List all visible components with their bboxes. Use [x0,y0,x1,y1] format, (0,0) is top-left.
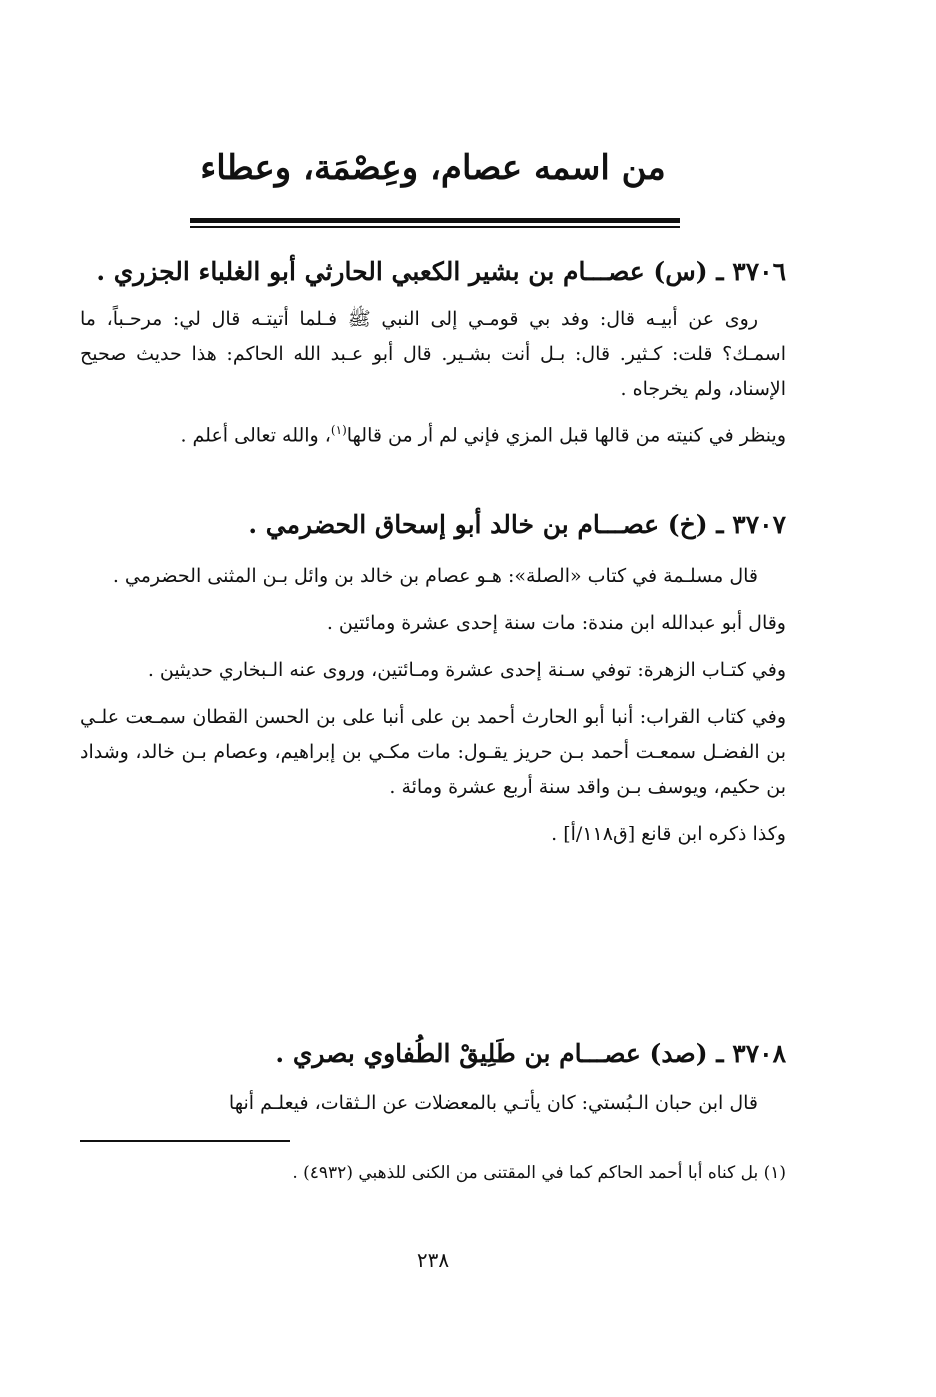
page-number: ٢٣٨ [416,1248,450,1272]
section-title: من اسمه عصام، وعِصْمَة، وعطاء [200,148,666,188]
entry-heading: ٣٧٠٧ ـ (خ) عصـــام بن خالد أبو إسحاق الحضرمي . [248,510,786,539]
entry-3708 [80,1034,786,1121]
footnote: (١) بل كناه أبا أحمد الحاكم كما في المقتنى من الكنى للذهبي (٤٩٣٢) . [292,1163,786,1183]
paragraph: وفي كتـاب الزهرة: توفي سـنة إحدى عشرة ومـائتين، وروى عنه الـبخاري حديثين . [147,659,786,681]
paragraph: قال مسلـمة في كتاب «الصلة»: هـو عصام بن خالد بن وائل بـن المثنى الحضرمي . [112,565,758,587]
title-rule-thick [190,218,680,223]
entry-3706 [80,252,786,453]
paragraph: وكذا ذكره ابن قانع [ق١١٨/أ] . [551,823,786,845]
entry-heading: ٣٧٠٨ ـ (صد) عصـــام بن طَلِيقْ الطُفاوي بصري . [275,1039,786,1068]
paragraph-tail: ، والله تعالى أعلم . [180,424,331,447]
paragraph: روى عن أبيـه قال: وفد بي قومـي إلى النبي ﷺ فـلما أتيتـه قال لي: مرحـباً، ما اسمـك؟ قلت: كـثير. قال: بـل أنت بشـير. قال أبو عـبد الله الحاكم: هذا حديث صحيح الإسناد، ولم يخرجاه . [80,308,786,400]
footnote-mark: (١) [330,423,347,437]
paragraph: قال ابن حبان الـبُستي: كان يأتـي بالمعضلات عن الـثقات، فيعلـم أنها [228,1092,758,1114]
entry-3707 [80,505,786,852]
footnote-rule [80,1140,290,1142]
paragraph-text: وينظر في كنيته من قالها قبل المزي فإني لم أر من قالها [346,424,786,447]
paragraph: وفي كتاب القراب: أنبا أبو الحارث أحمد بن على أنبا على بن الحسن القطان سمـعت علـي بن الفضـل سمعـت أحمد بـن حريز يقـول: مات مكـي بن إبراهيم، وعصام بـن خالد، وشداد بن حكيم، ويوسف بـن واقد سنة أربع عشرة ومائة . [80,706,786,798]
paragraph: وقال أبو عبدالله ابن مندة: مات سنة إحدى عشرة ومائتين . [326,612,786,634]
title-rule-thin [190,226,680,228]
paragraph [80,413,786,453]
entry-heading: ٣٧٠٦ ـ (س) عصـــام بن بشير الكعبي الحارثي أبو الغلباء الجزري . [96,257,786,286]
